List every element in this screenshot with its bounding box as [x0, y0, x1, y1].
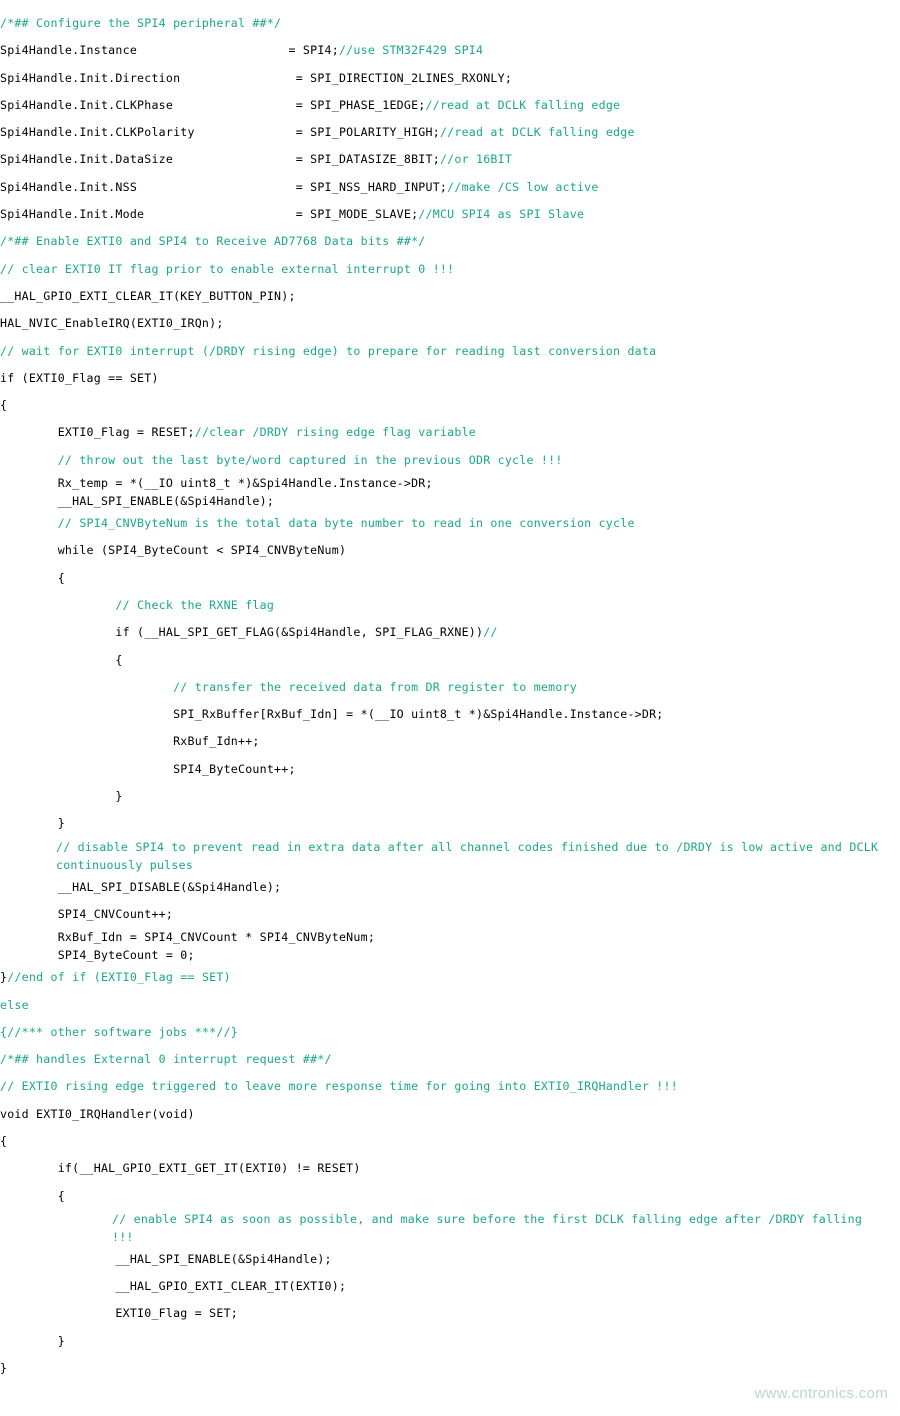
code-comment: //or 16BIT	[439, 152, 513, 167]
code-comment: //	[483, 625, 498, 640]
code-line	[0, 619, 900, 646]
code-line	[0, 1210, 880, 1246]
code-line	[0, 756, 900, 783]
code-text: }	[0, 1333, 65, 1348]
code-text: }	[0, 1361, 8, 1376]
code-line	[0, 201, 900, 228]
code-text: void EXTI0_IRQHandler(void)	[0, 1106, 195, 1121]
code-text: Spi4Handle.Init.Mode = SPI_MODE_SLAVE;	[0, 207, 419, 222]
code-text: if(__HAL_GPIO_EXTI_GET_IT(EXTI0) != RESET)	[0, 1161, 361, 1176]
code-text: }	[0, 970, 8, 985]
code-text: EXTI0_Flag = SET;	[0, 1306, 238, 1321]
code-line	[0, 174, 900, 201]
code-line	[0, 810, 900, 837]
code-line	[0, 1273, 900, 1300]
code-text: RxBuf_Idn++;	[0, 734, 260, 749]
code-text: HAL_NVIC_EnableIRQ(EXTI0_IRQn);	[0, 316, 224, 331]
code-line	[0, 838, 886, 874]
code-comment: /*## Enable EXTI0 and SPI4 to Receive AD7768 Data bits ##*/	[0, 234, 426, 249]
code-comment: else	[0, 997, 29, 1012]
code-line	[0, 992, 900, 1019]
code-text: __HAL_SPI_ENABLE(&Spi4Handle);	[0, 1251, 332, 1266]
code-line	[0, 365, 900, 392]
code-comment: // throw out the last byte/word captured in the previous ODR cycle !!!	[0, 452, 563, 467]
code-text: Rx_temp = *(__IO uint8_t *)&Spi4Handle.Instance->DR;	[0, 476, 433, 491]
code-comment: // SPI4_CNVByteNum is the total data byte number to read in one conversion cycle	[0, 516, 635, 531]
code-comment: //read at DCLK falling edge	[425, 97, 621, 112]
code-line	[0, 874, 900, 901]
code-line	[0, 1355, 900, 1382]
code-text: {	[0, 398, 8, 413]
code-line	[0, 1128, 900, 1155]
code-line	[0, 928, 900, 946]
code-line	[0, 256, 900, 283]
code-line	[0, 565, 900, 592]
code-line	[0, 964, 900, 991]
code-comment: //read at DCLK falling edge	[439, 125, 635, 140]
code-comment: //clear /DRDY rising edge flag variable	[194, 425, 477, 440]
code-text: SPI4_ByteCount++;	[0, 761, 296, 776]
code-line	[0, 1073, 900, 1100]
code-comment: /*## Configure the SPI4 peripheral ##*/	[0, 16, 282, 30]
code-text: Spi4Handle.Instance = SPI4;	[0, 43, 339, 58]
code-text: __HAL_SPI_ENABLE(&Spi4Handle);	[0, 494, 275, 509]
code-line	[0, 1019, 900, 1046]
code-comment: //use STM32F429 SPI4	[338, 43, 484, 58]
code-comment: // Check the RXNE flag	[0, 597, 275, 612]
code-text: while (SPI4_ByteCount < SPI4_CNVByteNum)	[0, 543, 347, 558]
code-comment: {//*** other software jobs ***//}	[0, 1024, 238, 1039]
code-comment: // clear EXTI0 IT flag prior to enable external interrupt 0 !!!	[0, 261, 455, 276]
code-text: Spi4Handle.Init.NSS = SPI_NSS_HARD_INPUT;	[0, 179, 448, 194]
code-line	[0, 1246, 900, 1273]
code-line	[0, 119, 900, 146]
code-comment: // wait for EXTI0 interrupt (/DRDY rising edge) to prepare for reading last conversion data	[0, 343, 657, 358]
code-line	[0, 647, 900, 674]
code-text: Spi4Handle.Init.DataSize = SPI_DATASIZE_8BIT;	[0, 152, 440, 167]
code-comment: //MCU SPI4 as SPI Slave	[418, 207, 585, 222]
watermark: www.cntronics.com	[754, 1385, 888, 1402]
code-text: {	[0, 570, 65, 585]
code-text: RxBuf_Idn = SPI4_CNVCount * SPI4_CNVByteNum;	[0, 930, 376, 945]
code-line	[0, 701, 900, 728]
code-line	[0, 510, 900, 537]
code-text: {	[0, 1133, 8, 1148]
code-line	[0, 592, 900, 619]
code-line	[0, 1155, 900, 1182]
code-comment: // EXTI0 rising edge triggered to leave more response time for going into EXTI0_IRQHandler !!!	[0, 1079, 678, 1094]
code-line	[0, 1328, 900, 1355]
code-line	[0, 338, 900, 365]
code-line	[0, 65, 900, 92]
code-text: }	[0, 816, 65, 831]
code-line	[0, 228, 900, 255]
code-text: __HAL_GPIO_EXTI_CLEAR_IT(KEY_BUTTON_PIN);	[0, 288, 296, 303]
code-line	[0, 1300, 900, 1327]
code-line	[0, 674, 900, 701]
code-line	[0, 1046, 900, 1073]
code-text: __HAL_GPIO_EXTI_CLEAR_IT(EXTI0);	[0, 1279, 347, 1294]
code-comment: // transfer the received data from DR register to memory	[0, 679, 577, 694]
code-line	[0, 92, 900, 119]
code-line	[0, 946, 900, 964]
code-text: if (__HAL_SPI_GET_FLAG(&Spi4Handle, SPI_FLAG_RXNE))	[0, 625, 484, 640]
code-line	[0, 37, 900, 64]
code-text: EXTI0_Flag = RESET;	[0, 425, 195, 440]
code-text: }	[0, 789, 123, 804]
code-line	[0, 419, 900, 446]
code-text: {	[0, 1188, 65, 1203]
code-line	[0, 492, 900, 510]
code-line	[0, 728, 900, 755]
code-comment: /*## handles External 0 interrupt request ##*/	[0, 1052, 332, 1067]
code-line	[0, 10, 900, 37]
code-text: Spi4Handle.Init.CLKPhase = SPI_PHASE_1EDGE;	[0, 97, 426, 112]
code-text: __HAL_SPI_DISABLE(&Spi4Handle);	[0, 879, 282, 894]
code-text: SPI4_CNVCount++;	[0, 906, 174, 921]
code-line	[0, 537, 900, 564]
code-comment: // disable SPI4 to prevent read in extra data after all channel codes finished due to /DRDY is low active and DCLK continuously pulses	[56, 839, 886, 872]
code-line	[0, 1101, 900, 1128]
code-line	[0, 1183, 900, 1210]
code-comment: //make /CS low active	[447, 179, 599, 194]
code-line	[0, 783, 900, 810]
code-text: if (EXTI0_Flag == SET)	[0, 370, 159, 385]
code-line	[0, 392, 900, 419]
code-text: SPI_RxBuffer[RxBuf_Idn] = *(__IO uint8_t *)&Spi4Handle.Instance->DR;	[0, 707, 664, 722]
code-text: Spi4Handle.Init.CLKPolarity = SPI_POLARITY_HIGH;	[0, 125, 440, 140]
code-text: Spi4Handle.Init.Direction = SPI_DIRECTION_2LINES_RXONLY;	[0, 70, 513, 85]
code-line	[0, 474, 900, 492]
code-comment: //end of if (EXTI0_Flag == SET)	[7, 970, 231, 985]
code-text: {	[0, 652, 123, 667]
code-line	[0, 447, 900, 474]
code-line	[0, 146, 900, 173]
code-text: SPI4_ByteCount = 0;	[0, 948, 195, 963]
code-line	[0, 283, 900, 310]
code-line	[0, 310, 900, 337]
code-line	[0, 901, 900, 928]
code-comment: // enable SPI4 as soon as possible, and make sure before the first DCLK falling edge after /DRDY falling !!!	[112, 1211, 870, 1244]
